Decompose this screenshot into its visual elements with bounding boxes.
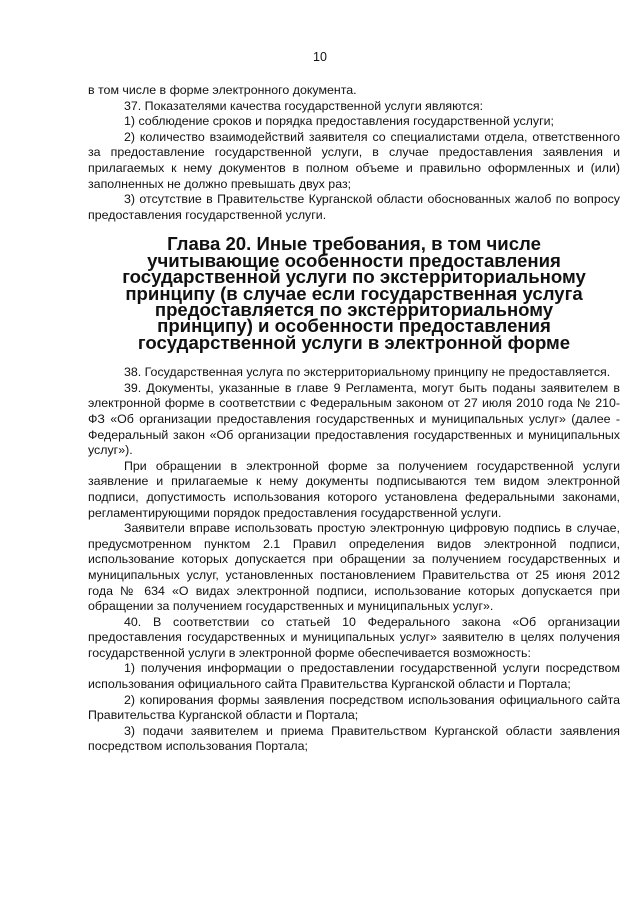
chapter-heading: Глава 20. Иные требования, в том числе учитывающие особенности предоставления государственной услуги по экстерриториальному принципу (в случае если государственная услуга предоставляется по экстерриториальному принципу) и особенности предоставления государственной услуги в электронной форме <box>122 233 586 353</box>
paragraph: 40. В соответствии со статьей 10 Федерального закона «Об организации предоставления государственных и муниципальных услуг» заявителю в целях получения государственной услуги в электронной форме обеспечивается возможность: <box>88 614 620 660</box>
paragraph: 3) подачи заявителем и приема Правительством Курганской области заявления посредством использования Портала; <box>88 723 620 754</box>
paragraph: 2) копирования формы заявления посредством использования официального сайта Правительства Курганской области и Портала; <box>88 692 620 723</box>
page-number: 10 <box>313 50 327 64</box>
paragraph: в том числе в форме электронного документа. <box>88 83 357 97</box>
paragraph: 38. Государственная услуга по экстерриториальному принципу не предоставляется. <box>124 365 611 380</box>
paragraph: 1) соблюдение сроков и порядка предоставления государственной услуги; <box>124 114 554 129</box>
paragraph: 2) количество взаимодействий заявителя со специалистами отдела, ответственного за предоставление государственной услуги, в случае предоставления заявления и прилагаемых к нему документов в полном объеме и правильно оформленных и (или) заполненных не должно превышать двух раз; <box>88 129 620 191</box>
paragraph: 1) получения информации о предоставлении государственной услуги посредством использования официального сайта Правительства Курганской области и Портала; <box>88 661 620 692</box>
paragraph: Заявители вправе использовать простую электронную цифровую подпись в случае, предусмотренном пунктом 2.1 Правил определения видов электронной подписи, использование которых допускается при обращении за получением государственных и муниципальных услуг, установленных постановлением Правительства от 25 июня 2012 года № 634 «О видах электронной подписи, использование которых допускается при обращении за получением государственных и муниципальных услуг». <box>88 521 620 614</box>
paragraph: 37. Показателями качества государственной услуги являются: <box>124 98 484 113</box>
document-body <box>88 83 620 755</box>
paragraph: 3) отсутствие в Правительстве Курганской области обоснованных жалоб по вопросу предоставления государственной услуги. <box>88 192 620 222</box>
paragraph: При обращении в электронной форме за получением государственной услуги заявление и прилагаемые к нему документы подписываются тем видом электронной подписи, допустимость использования которого установлена федеральными законами, регламентирующими порядок предоставления государственной услуги. <box>88 458 620 520</box>
paragraph: 39. Документы, указанные в главе 9 Регламента, могут быть поданы заявителем в электронной форме в соответствии с Федеральным законом от 27 июля 2010 года № 210-ФЗ «Об организации предоставления государственных и муниципальных услуг» (далее - Федеральный закон «Об организации предоставления государственных и муниципальных услуг»). <box>88 380 620 458</box>
